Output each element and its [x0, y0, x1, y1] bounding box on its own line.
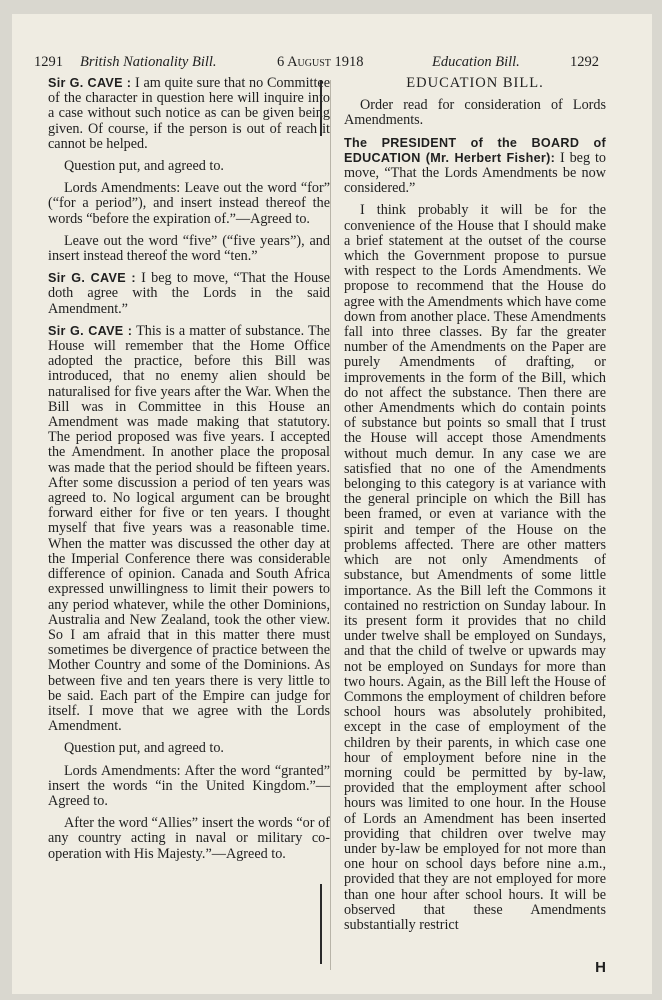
amendment-paragraph: Lords Amendments: Leave out the word “for” (“for a period”), and insert instead thereof the words “before the expiration of.”—Agreed to.	[48, 180, 330, 227]
speech-paragraph	[48, 271, 330, 317]
signature-mark: H	[595, 959, 606, 976]
margin-bracket	[320, 80, 322, 136]
right-running-title: Education Bill.	[432, 54, 520, 70]
section-heading: EDUCATION BILL.	[406, 75, 544, 91]
speech-text: I beg to move, “That the Lords Amendments be now considered.”	[344, 149, 606, 197]
order-paragraph: Order read for consideration of Lords Amendments.	[344, 97, 606, 129]
speech-text: This is a matter of substance. The House will remember that the Home Office adopted the practice, before this Bill was introduced, that no enemy alien should be naturalised for five years after the War. When the Bill was in Committee in this House an Amendment was made making that statutory. The period proposed was five years. I accepted the Amendment. In another place the proposal was made that the period should be fifteen years. After some discussion a period of ten years was agreed to. No logical argument can be brought forward either for five or ten years. I thought myself that five years was a reasonable time. When the matter was discussed the other day at the Imperial Conference there was considerable difference of opinion. Canada and South Africa expressed unwillingness to limit their powers to any period whatever, while the other Dominions, Australia and New Zealand, took the other view. So I am afraid that in this matter there must sometimes be divergence of practice between the Mother Country and some of the Dominions. As between five and ten years there is very little to be said. Each part of the Empire can judge for itself. I move that we agree with the Lords Amendment.	[48, 322, 330, 735]
speech-text: I am quite sure that no Committee of the character in question here will inquire into a case without such notice as can be given being given. Of course, if the person is out of reach it cannot be helped.	[48, 75, 330, 152]
procedure-paragraph: Question put, and agreed to.	[64, 740, 224, 757]
speaker-name: Sir G. CAVE :	[48, 323, 133, 338]
speech-paragraph	[48, 76, 330, 152]
right-page-number: 1292	[570, 54, 599, 70]
speaker-name: The PRESIDENT of the BOARD of EDUCATION (Mr. Herbert Fisher):	[344, 135, 606, 165]
amendment-paragraph: Lords Amendments: After the word “granted” insert the words “in the United Kingdom.”—Agreed to.	[48, 762, 330, 809]
procedure-paragraph: Question put, and agreed to.	[64, 158, 224, 175]
header-date: 6 August 1918	[277, 54, 364, 70]
amendment-paragraph: After the word “Allies” insert the words “or of any country acting in naval or military co-operation with His Majesty.”—Agreed to.	[48, 815, 330, 862]
amendment-paragraph: Leave out the word “five” (“five years”), and insert instead thereof the word “ten.”	[48, 232, 330, 265]
speech-paragraph: I think probably it will be for the convenience of the House that I should make a brief statement at the outset of the course which the Government propose to pursue with respect to the Lords Amendments. We propose to recommend that the House do agree with the Amendments which have come down from another place. These Amendments fall into three classes. By far the greater number of the Amendments on the Paper are purely Amendments of drafting, or improvements in the form of the Bill, which do not affect the substance. Then there are other Amendments which do contain points of substance but points so small that I trust the House will accept those Amendments without much demur. In any case we are satisfied that no one of the Amendments belonging to this category is at variance with the general principle on which the Bill has been framed, or even at variance with the spirit and temper of the House on the problems affected. There are other matters which are not only Amendments of substance, but Amendments of some little importance. As the Bill left the Commons it contained no restriction on Sunday labour. In its present form it provides that no child under twelve shall be employed on Sundays, and that the child of twelve or upwards may not be employed on Sundays for more than two hours. Again, as the Bill left the House of Commons the employment of children before school hours was absolutely prohibited, except in the case of employment of the children by their parents, in which case one hour of employment before nine in the morning could be permitted by by-law, provided that the employment after school hours was limited to one hour. In the House of Lords an Amendment has been inserted providing that children over twelve may under by-law be employed for not more than one hour on school days before nine a.m., provided that they are not employed for more than one hour after school hours. It will be observed that these Amendments substantially restrict	[344, 202, 606, 933]
left-page-number: 1291	[34, 54, 63, 70]
running-header	[12, 54, 652, 74]
left-running-title: British Nationality Bill.	[80, 54, 217, 70]
column-divider	[330, 80, 331, 970]
right-column	[344, 76, 606, 940]
hansard-page	[12, 14, 652, 994]
margin-bracket	[320, 884, 322, 964]
speaker-name: Sir G. CAVE :	[48, 76, 132, 90]
speech-paragraph	[48, 324, 330, 734]
left-column	[48, 76, 330, 869]
speech-text: I beg to move, “That the House doth agree with the Lords in the said Amendment.”	[48, 270, 330, 317]
speech-paragraph	[344, 136, 606, 197]
speaker-name: Sir G. CAVE :	[48, 271, 136, 286]
